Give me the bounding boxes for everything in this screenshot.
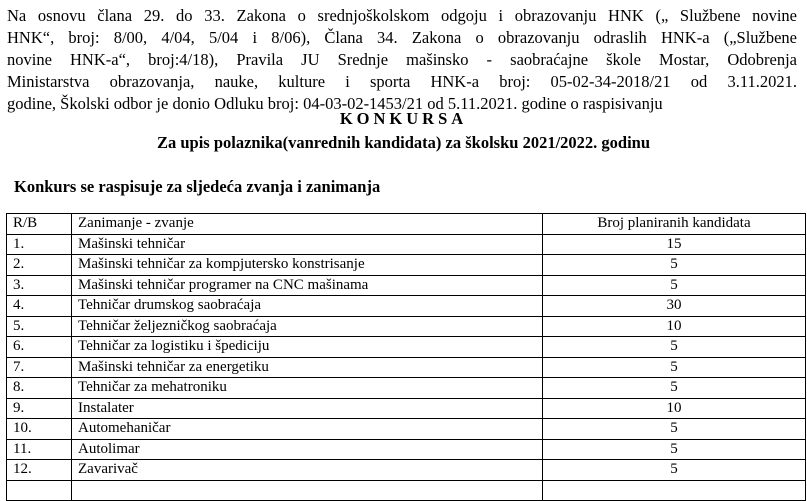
row-rb: 7. xyxy=(7,357,72,378)
row-name: Autolimar xyxy=(72,439,543,460)
occupations-table xyxy=(6,213,806,501)
row-count: 5 xyxy=(543,439,806,460)
row-count: 5 xyxy=(543,275,806,296)
intro-paragraph xyxy=(7,5,797,115)
row-rb: 11. xyxy=(7,439,72,460)
table-row xyxy=(7,460,806,481)
row-rb: 3. xyxy=(7,275,72,296)
intro-line: Na osnovu člana 29. do 33. Zakona o srednjoškolskom odgoju i obrazovanju HNK („ Službene novine xyxy=(7,6,797,25)
row-rb: 9. xyxy=(7,398,72,419)
row-name: Tehničar za mehatroniku xyxy=(72,378,543,399)
table-row xyxy=(7,255,806,276)
row-rb: 5. xyxy=(7,316,72,337)
row-rb: 12. xyxy=(7,460,72,481)
table-row xyxy=(7,378,806,399)
table-row xyxy=(7,296,806,317)
row-name: Mašinski tehničar za energetiku xyxy=(72,357,543,378)
row-name: Automehaničar xyxy=(72,419,543,440)
row-name: Zavarivač xyxy=(72,460,543,481)
row-name: Instalater xyxy=(72,398,543,419)
table-row xyxy=(7,275,806,296)
row-name: Mašinski tehničar programer na CNC mašinama xyxy=(72,275,543,296)
row-count: 5 xyxy=(543,460,806,481)
table-row xyxy=(7,419,806,440)
row-rb: 6. xyxy=(7,337,72,358)
intro-line: HNK“, broj: 8/00, 4/04, 5/04 i 8/06), Člana 34. Zakona o obrazovanju odraslih HNK-a („Službene xyxy=(7,28,797,47)
intro-line: novine HNK-a“, broj:4/18), Pravila JU Srednje mašinsko - saobraćajne škole Mostar, Odobrenja xyxy=(7,50,797,69)
row-name: Tehničar željezničkog saobraćaja xyxy=(72,316,543,337)
intro-line: Ministarstva obrazovanja, nauke, kulture i sporta HNK-a broj: 05-02-34-2018/21 od 3.11.2021. xyxy=(7,72,797,91)
row-count: 10 xyxy=(543,398,806,419)
row-name: Tehničar drumskog saobraćaja xyxy=(72,296,543,317)
row-count: 5 xyxy=(543,255,806,276)
row-count: 10 xyxy=(543,316,806,337)
row-count: 30 xyxy=(543,296,806,317)
row-count xyxy=(543,480,806,501)
table-row xyxy=(7,337,806,358)
row-count: 5 xyxy=(543,357,806,378)
row-name: Mašinski tehničar za kompjutersko konstrisanje xyxy=(72,255,543,276)
table-row xyxy=(7,316,806,337)
row-rb: 8. xyxy=(7,378,72,399)
table-row xyxy=(7,480,806,501)
table-row xyxy=(7,357,806,378)
row-rb: 1. xyxy=(7,234,72,255)
row-count: 15 xyxy=(543,234,806,255)
row-count: 5 xyxy=(543,378,806,399)
row-name: Tehničar za logistiku i špediciju xyxy=(72,337,543,358)
header-count: Broj planiranih kandidata xyxy=(543,214,806,235)
row-rb: 4. xyxy=(7,296,72,317)
document-heading: KONKURSA xyxy=(339,109,468,128)
table-header-row xyxy=(7,214,806,235)
row-name xyxy=(72,480,543,501)
section-title: Konkurs se raspisuje za sljedeća zvanja i zanimanja xyxy=(14,177,381,196)
row-count: 5 xyxy=(543,419,806,440)
row-rb: 2. xyxy=(7,255,72,276)
intro-line: godine, Školski odbor je donio Odluku broj: 04-03-02-1453/21 od 5.11.2021. godine o raspisivanju xyxy=(7,94,663,113)
table-row xyxy=(7,234,806,255)
header-rb: R/B xyxy=(7,214,72,235)
row-rb xyxy=(7,480,72,501)
row-name: Mašinski tehničar xyxy=(72,234,543,255)
row-count: 5 xyxy=(543,337,806,358)
row-rb: 10. xyxy=(7,419,72,440)
header-name: Zanimanje - zvanje xyxy=(72,214,543,235)
document-subheading: Za upis polaznika(vanrednih kandidata) za školsku 2021/2022. godinu xyxy=(156,133,651,152)
table-row xyxy=(7,398,806,419)
table-row xyxy=(7,439,806,460)
